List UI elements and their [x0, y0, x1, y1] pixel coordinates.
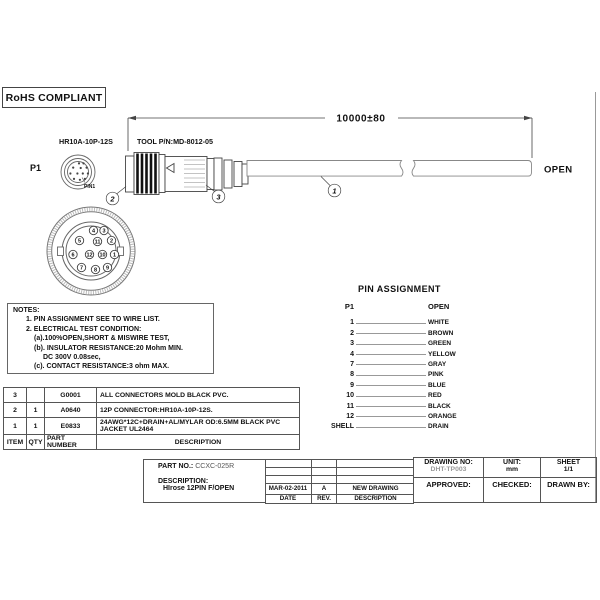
pin-label-2: 2: [109, 238, 114, 245]
balloon-3: 3: [216, 192, 221, 202]
pin-assignment-row: [328, 326, 470, 336]
rev-desc-cell: [337, 460, 414, 467]
bom-row: [4, 418, 300, 435]
wire-line: [356, 416, 426, 417]
pin-assignment-row: [328, 358, 470, 368]
pin-number: 1: [350, 319, 354, 327]
revision-desc: NEW DRAWING: [352, 485, 399, 493]
pin-assignment-row: [328, 316, 470, 326]
wire-color: GRAY: [428, 360, 447, 368]
bom-header-row: [4, 435, 300, 450]
bom-header-desc: DESCRIPTION: [97, 435, 300, 450]
pin-assignment-header-spacer: [354, 302, 428, 311]
pin-assignment-row: [328, 420, 470, 430]
pin-assignment-title: PIN ASSIGNMENT: [358, 284, 441, 294]
unit-label: UNIT:: [503, 459, 521, 466]
revision-row-empty: [265, 468, 414, 476]
pin-label-10: 10: [99, 252, 106, 259]
wire-color: ORANGE: [428, 412, 457, 420]
pin-number: 11: [346, 402, 354, 410]
mini-pin-2: [86, 167, 88, 169]
pin-number: 12: [346, 412, 354, 420]
pin-assignment-row: [328, 399, 470, 409]
wire-color: GREEN: [428, 340, 452, 348]
revision-desc-header: DESCRIPTION: [354, 495, 397, 503]
wire-line: [356, 406, 426, 407]
revision-row-empty: [265, 460, 414, 468]
dimension-label: 10000±80: [336, 113, 386, 125]
pin-label-11: 11: [94, 239, 101, 246]
pin1-label: PIN1: [84, 184, 96, 190]
pin-assignment-row: [328, 347, 470, 357]
pin-assignment-rows: [328, 316, 470, 430]
revision-row-empty: [265, 476, 414, 484]
wire-color: WHITE: [428, 319, 449, 327]
wire-color: BLACK: [428, 402, 451, 410]
notes-lines: [8, 306, 213, 372]
wire-color: DRAIN: [428, 423, 449, 431]
bom-item: 2: [4, 403, 27, 418]
description-value: HIrose 12PIN F/OPEN: [163, 485, 235, 492]
rev-desc-cell: [337, 476, 414, 483]
revision-date-header: DATE: [265, 495, 312, 504]
mini-pin-12: [76, 172, 78, 174]
rev-desc-cell: [337, 468, 414, 475]
wire-color: BLUE: [428, 381, 446, 389]
revision-rev-header: REV.: [312, 495, 337, 504]
drawing-no-cell: [414, 458, 484, 477]
note-line: DC 300V 0.08sec,: [43, 354, 101, 362]
pin-assignment-row: [328, 337, 470, 347]
rev-date-cell: [265, 476, 312, 483]
balloon-1: 1: [332, 186, 337, 196]
note-line: (b). INSULATOR RESISTANCE:20 Mohm MIN.: [34, 344, 183, 352]
revision-date: MAR-02-2011: [265, 484, 312, 494]
bom-part: G0001: [45, 388, 97, 403]
revision-rev: A: [312, 484, 337, 494]
bom-header-qty: QTY: [27, 435, 45, 450]
unit-cell: [484, 458, 541, 477]
bom-part: A0640: [45, 403, 97, 418]
bom-desc: 24AWG*12C+DRAIN+AL/MYLAR OD:6.5MM BLACK PVC JACKET UL2464: [97, 418, 300, 435]
pin-label-4: 4: [91, 228, 96, 235]
bom-desc: 12P CONNECTOR:HR10A-10P-12S.: [97, 403, 300, 418]
wire-line: [356, 344, 426, 345]
bom-rows: [4, 388, 300, 435]
pin-assignment-row: [328, 410, 470, 420]
note-line: (a).100%OPEN,SHORT & MISWIRE TEST,: [34, 335, 170, 343]
drawn-by-cell: DRAWN BY:: [547, 480, 590, 489]
note-line: NOTES:: [13, 307, 40, 314]
bom-row: [4, 403, 300, 418]
bom-desc: ALL CONNECTORS MOLD BLACK PVC.: [97, 388, 300, 403]
part-no-label: PART NO.:: [158, 463, 194, 470]
notes-box: [7, 303, 214, 374]
pin-assignment-row: [328, 389, 470, 399]
pin-label-3: 3: [102, 228, 106, 235]
note-line: (c). CONTACT RESISTANCE:3 ohm MAX.: [34, 363, 170, 371]
wire-color: RED: [428, 392, 442, 400]
pin-number: SHELL: [331, 423, 354, 431]
pin-label-8: 8: [93, 267, 98, 274]
rev-rev-cell: [312, 476, 337, 483]
wire-color: YELLOW: [428, 350, 456, 358]
pin-number: 9: [350, 381, 354, 389]
pin-number: 10: [346, 392, 354, 400]
pin-assignment-col-open: OPEN: [428, 302, 450, 311]
mini-pin-1: [87, 172, 89, 174]
bom-qty: [27, 388, 45, 403]
title-block-part-info: [143, 459, 266, 503]
p1-label: P1: [30, 163, 42, 173]
sheet-label: SHEET: [556, 459, 581, 466]
approved-cell: APPROVED:: [414, 478, 484, 502]
bom-item: 1: [4, 418, 27, 435]
wire-line: [356, 333, 426, 334]
title-block-info: [413, 457, 597, 503]
mini-pin-3: [82, 162, 84, 164]
sheet-value: 1/1: [563, 466, 574, 473]
rev-date-cell: [265, 460, 312, 467]
open-end-label: OPEN: [544, 164, 573, 176]
pin-assignment-col-p1: P1: [344, 302, 354, 311]
mini-pin-4: [78, 162, 80, 164]
pin-assignment-row: [328, 378, 470, 388]
rohs-compliant-label: RoHS COMPLIANT: [5, 91, 103, 104]
wire-color: BROWN: [428, 329, 454, 337]
tool-part-label: TOOL P/N:MD-8012-05: [137, 137, 214, 146]
pin-label-9: 9: [105, 265, 110, 272]
cable: [247, 160, 532, 176]
wire-line: [356, 427, 426, 428]
bom-table: [3, 387, 300, 450]
note-line: 1. PIN ASSIGNMENT SEE TO WIRE LIST.: [26, 316, 160, 324]
pin-number: 7: [350, 360, 354, 368]
revision-header-row: [265, 495, 414, 505]
balloon-2: 2: [110, 194, 115, 204]
drawing-no-value: DHT-TP003: [430, 466, 467, 473]
bom-header-item: ITEM: [4, 435, 27, 450]
connector-side-view: [126, 153, 249, 195]
pin-number: 4: [350, 350, 354, 358]
pin-number: 2: [350, 329, 354, 337]
mini-pin-6: [69, 172, 71, 174]
pin-assignment-header: [328, 302, 470, 311]
pin-assignment-row: [328, 368, 470, 378]
wire-line: [356, 323, 426, 324]
bom-qty: 1: [27, 418, 45, 435]
pin-assignment-section: [328, 284, 470, 430]
mini-pin-10: [82, 172, 84, 174]
wire-color: PINK: [428, 371, 444, 379]
connector-part-label: HR10A-10P-12S: [59, 137, 113, 146]
part-no-row: [158, 463, 265, 470]
rev-rev-cell: [312, 468, 337, 475]
pin-number: 3: [350, 340, 354, 348]
revision-row-a: [265, 484, 414, 495]
bom-item: 3: [4, 388, 27, 403]
pin-label-7: 7: [79, 265, 84, 272]
mini-pin-5: [72, 167, 74, 169]
pin-field: [69, 226, 119, 273]
note-line: 2. ELECTRICAL TEST CONDITION:: [26, 325, 142, 333]
sheet-cell: [541, 458, 596, 477]
wire-line: [356, 375, 426, 376]
dimension-arrow-left: [128, 116, 136, 120]
title-block-row2: [414, 478, 596, 502]
pin-label-12: 12: [86, 252, 93, 259]
dimension-arrow-right: [524, 116, 532, 120]
mini-pin-9: [84, 178, 86, 180]
bom-part: E0833: [45, 418, 97, 435]
part-no-value: CCXC-025R: [195, 463, 235, 470]
unit-value: mm: [505, 466, 519, 473]
rev-date-cell: [265, 468, 312, 475]
checked-cell: CHECKED:: [484, 478, 541, 502]
description-label: DESCRIPTION:: [158, 478, 209, 485]
bom-header-part: PART NUMBER: [45, 435, 97, 450]
pin-number: 8: [350, 371, 354, 379]
wire-line: [356, 385, 426, 386]
mini-pin-8: [79, 179, 81, 181]
drawing-no-label: DRAWING NO:: [424, 459, 473, 466]
revision-table: [265, 459, 414, 504]
rev-rev-cell: [312, 460, 337, 467]
wire-line: [356, 354, 426, 355]
pin-label-6: 6: [71, 252, 75, 259]
bom-qty: 1: [27, 403, 45, 418]
pin-label-1: 1: [112, 252, 117, 259]
wire-line: [356, 396, 426, 397]
mini-pin-7: [73, 178, 75, 180]
wire-line: [356, 364, 426, 365]
mini-pin-11: [80, 167, 82, 169]
title-block-row1: [414, 458, 596, 478]
pin-label-5: 5: [77, 238, 82, 245]
bom-row: [4, 388, 300, 403]
